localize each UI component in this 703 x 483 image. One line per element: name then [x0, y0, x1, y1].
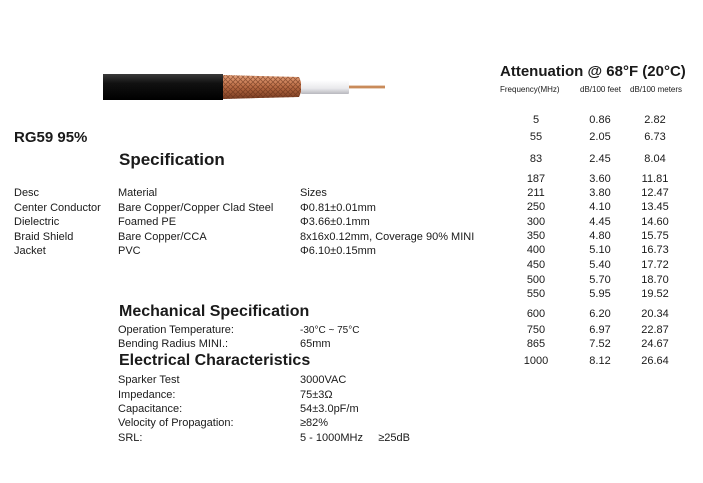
att-frequency: 600	[526, 308, 546, 320]
coax-cable-image	[103, 72, 385, 102]
att-db-feet: 3.60	[589, 173, 611, 185]
att-db-meters: 12.47	[641, 187, 669, 199]
spec-material: Foamed PE	[118, 216, 177, 228]
spec-desc: Center Conductor	[14, 202, 101, 214]
elec-value: 3000VAC	[300, 374, 347, 386]
att-header-db-feet: dB/100 feet	[580, 85, 621, 94]
spec-size: 8x16x0.12mm, Coverage 90% MINI	[300, 231, 475, 243]
att-db-feet: 4.10	[589, 201, 611, 213]
specification-heading: Specification	[119, 150, 225, 169]
mech-value: -30°C ~ 75°C	[300, 325, 360, 336]
attenuation-title: Attenuation @ 68°F (20°C)	[500, 63, 686, 80]
electrical-heading: Electrical Characteristics	[119, 352, 311, 369]
mech-label: Operation Temperature:	[118, 324, 234, 336]
att-db-meters: 13.45	[641, 201, 669, 213]
att-db-feet: 4.80	[589, 230, 611, 242]
elec-label: Capacitance:	[118, 403, 183, 415]
att-frequency: 450	[526, 259, 546, 271]
spec-desc: Braid Shield	[14, 231, 74, 243]
att-db-feet: 5.70	[589, 274, 611, 286]
att-frequency: 5	[532, 114, 540, 126]
att-db-meters: 22.87	[641, 324, 669, 336]
att-frequency: 250	[526, 201, 546, 213]
att-db-feet: 5.95	[589, 288, 611, 300]
att-frequency: 865	[526, 338, 546, 350]
att-frequency: 350	[526, 230, 546, 242]
att-db-feet: 5.10	[589, 244, 611, 256]
spec-size: Φ3.66±0.1mm	[300, 216, 370, 228]
att-frequency: 83	[529, 153, 543, 165]
att-db-meters: 11.81	[641, 173, 669, 185]
att-frequency: 55	[529, 131, 543, 143]
att-header-db-meters: dB/100 meters	[630, 85, 683, 94]
dielectric	[301, 80, 349, 94]
elec-label: Velocity of Propagation:	[118, 417, 234, 429]
att-db-feet: 6.97	[589, 324, 611, 336]
att-header-frequency: Frequency(MHz)	[500, 85, 560, 94]
att-db-meters: 16.73	[641, 244, 669, 256]
spec-desc: Jacket	[14, 245, 46, 257]
spec-size: Φ6.10±0.15mm	[300, 245, 376, 257]
att-frequency: 187	[526, 173, 546, 185]
att-db-feet: 3.80	[589, 187, 611, 199]
elec-label: Impedance:	[118, 389, 176, 401]
spec-material: Bare Copper/Copper Clad Steel	[118, 202, 274, 214]
spec-desc: Dielectric	[14, 216, 60, 228]
mech-value: 65mm	[300, 338, 331, 350]
att-db-meters: 26.64	[641, 355, 669, 367]
att-frequency: 400	[526, 244, 546, 256]
att-db-meters: 19.52	[641, 288, 669, 300]
att-frequency: 1000	[523, 355, 549, 367]
jacket	[103, 74, 223, 100]
att-db-feet: 4.45	[589, 216, 611, 228]
elec-value: ≥82%	[300, 417, 329, 429]
att-frequency: 550	[526, 288, 546, 300]
att-db-feet: 7.52	[589, 338, 611, 350]
att-db-meters: 17.72	[641, 259, 669, 271]
mech-label: Bending Radius MINI.:	[118, 338, 229, 350]
att-db-meters: 2.82	[644, 114, 666, 126]
att-db-meters: 15.75	[641, 230, 669, 242]
col-header-desc: Desc	[14, 187, 40, 199]
att-db-feet: 8.12	[589, 355, 611, 367]
att-db-meters: 14.60	[641, 216, 669, 228]
att-db-feet: 6.20	[589, 308, 611, 320]
spec-material: PVC	[118, 245, 141, 257]
att-db-meters: 20.34	[641, 308, 669, 320]
elec-value: 5 - 1000MHz ≥25dB	[300, 432, 410, 444]
att-frequency: 300	[526, 216, 546, 228]
spec-size: Φ0.81±0.01mm	[300, 202, 376, 214]
att-db-meters: 24.67	[641, 338, 669, 350]
spec-material: Bare Copper/CCA	[118, 231, 207, 243]
elec-value: 75±3Ω	[300, 389, 333, 401]
att-db-feet: 2.05	[589, 131, 611, 143]
att-frequency: 750	[526, 324, 546, 336]
att-db-meters: 6.73	[644, 131, 666, 143]
att-db-feet: 2.45	[589, 153, 611, 165]
col-header-sizes: Sizes	[300, 187, 327, 199]
att-db-meters: 18.70	[641, 274, 669, 286]
elec-label: SRL:	[118, 432, 143, 444]
elec-value: 54±3.0pF/m	[300, 403, 359, 415]
mechanical-heading: Mechanical Specification	[119, 303, 310, 320]
att-db-feet: 0.86	[589, 114, 611, 126]
col-header-material: Material	[118, 187, 158, 199]
center-conductor	[349, 86, 385, 89]
product-name: RG59 95%	[14, 129, 88, 146]
att-db-meters: 8.04	[644, 153, 666, 165]
elec-label: Sparker Test	[118, 374, 180, 386]
att-db-feet: 5.40	[589, 259, 611, 271]
att-frequency: 211	[527, 187, 545, 199]
att-frequency: 500	[526, 274, 546, 286]
